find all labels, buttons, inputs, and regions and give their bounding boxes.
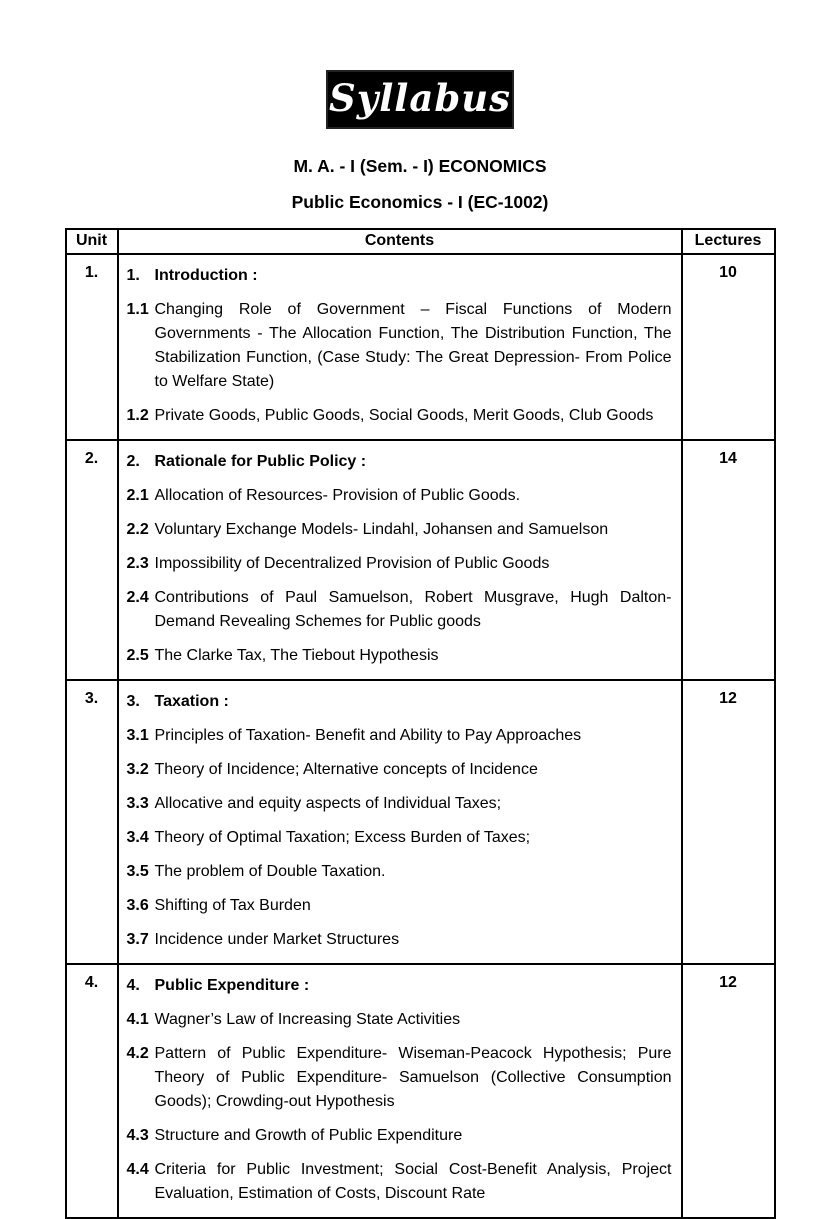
item-number: 3.1 xyxy=(126,727,149,744)
paper-title: Public Economics - I (EC-1002) xyxy=(291,192,549,212)
item-number: 4.1 xyxy=(126,1011,149,1028)
item-number: 3.7 xyxy=(126,931,149,948)
item-text: The Clarke Tax, The Tiebout Hypothesis xyxy=(154,647,439,664)
syllabus-item xyxy=(127,928,672,952)
item-number: 2.4 xyxy=(126,589,149,606)
unit-heading-text: Introduction : xyxy=(154,267,258,284)
syllabus-item xyxy=(127,758,672,782)
item-number: 2.3 xyxy=(126,555,149,572)
item-text: The problem of Double Taxation. xyxy=(154,863,386,880)
unit-heading xyxy=(127,690,672,714)
unit-heading-number: 1. xyxy=(126,267,140,284)
item-number: 2.5 xyxy=(126,647,149,664)
item-text: Allocative and equity aspects of Individual Taxes; xyxy=(154,795,502,812)
syllabus-item xyxy=(127,298,672,394)
table-header-row xyxy=(66,229,775,254)
table-row xyxy=(66,440,775,680)
item-text: Criteria for Public Investment; Social Cost-Benefit Analysis, Project Evaluation, Estimation of Costs, Discount Rate xyxy=(154,1161,672,1202)
item-number: 4.3 xyxy=(126,1127,149,1144)
syllabus-banner xyxy=(326,70,514,129)
item-text: Shifting of Tax Burden xyxy=(154,897,311,914)
unit-heading-number: 2. xyxy=(126,453,140,470)
syllabus-item xyxy=(127,1042,672,1114)
item-text: Changing Role of Government – Fiscal Functions of Modern Governments - The Allocation Function, The Distribution Function, The Stabilization Function, (Case Study: The Great Depression- From Police to Welfare State) xyxy=(154,301,672,390)
lectures-count: 14 xyxy=(682,440,775,680)
item-text: Theory of Incidence; Alternative concepts of Incidence xyxy=(154,761,538,778)
unit-contents xyxy=(118,254,682,440)
table-row xyxy=(66,254,775,440)
table-row xyxy=(66,680,775,964)
item-number: 4.4 xyxy=(126,1161,149,1178)
syllabus-item xyxy=(127,586,672,634)
course-title: M. A. - I (Sem. - I) ECONOMICS xyxy=(293,156,547,176)
syllabus-item xyxy=(127,724,672,748)
unit-number: 3. xyxy=(66,680,118,964)
item-number: 4.2 xyxy=(126,1045,149,1062)
header-contents: Contents xyxy=(118,229,682,254)
item-number: 3.4 xyxy=(126,829,149,846)
item-number: 3.5 xyxy=(126,863,149,880)
table-row xyxy=(66,964,775,1218)
syllabus-item xyxy=(127,826,672,850)
syllabus-table xyxy=(65,228,776,1219)
item-number: 2.2 xyxy=(126,521,149,538)
item-number: 1.1 xyxy=(126,301,149,318)
syllabus-item xyxy=(127,552,672,576)
syllabus-item xyxy=(127,860,672,884)
item-number: 2.1 xyxy=(126,487,149,504)
syllabus-item xyxy=(127,894,672,918)
item-text: Principles of Taxation- Benefit and Ability to Pay Approaches xyxy=(154,727,582,744)
item-text: Impossibility of Decentralized Provision of Public Goods xyxy=(154,555,550,572)
unit-contents xyxy=(118,964,682,1218)
syllabus-item xyxy=(127,1008,672,1032)
item-text: Incidence under Market Structures xyxy=(154,931,400,948)
unit-heading xyxy=(127,974,672,998)
item-text: Wagner’s Law of Increasing State Activities xyxy=(154,1011,461,1028)
syllabus-item xyxy=(127,792,672,816)
unit-contents xyxy=(118,440,682,680)
unit-heading xyxy=(127,264,672,288)
unit-number: 2. xyxy=(66,440,118,680)
item-text: Pattern of Public Expenditure- Wiseman-Peacock Hypothesis; Pure Theory of Public Expenditure- Samuelson (Collective Consumption Goods); Crowding-out Hypothesis xyxy=(154,1045,672,1110)
unit-heading-number: 3. xyxy=(126,693,140,710)
unit-heading-number: 4. xyxy=(126,977,140,994)
item-text: Theory of Optimal Taxation; Excess Burden of Taxes; xyxy=(154,829,531,846)
item-number: 3.2 xyxy=(126,761,149,778)
unit-number: 4. xyxy=(66,964,118,1218)
header-lectures: Lectures xyxy=(682,229,775,254)
unit-contents xyxy=(118,680,682,964)
unit-heading-text: Taxation : xyxy=(154,693,229,710)
item-number: 3.3 xyxy=(126,795,149,812)
item-text: Structure and Growth of Public Expenditure xyxy=(154,1127,463,1144)
unit-heading xyxy=(127,450,672,474)
item-text: Private Goods, Public Goods, Social Goods, Merit Goods, Club Goods xyxy=(154,407,654,424)
lectures-count: 12 xyxy=(682,964,775,1218)
syllabus-item xyxy=(127,1124,672,1148)
banner-title: Syllabus xyxy=(329,75,511,120)
unit-number: 1. xyxy=(66,254,118,440)
item-number: 3.6 xyxy=(126,897,149,914)
syllabus-item xyxy=(127,518,672,542)
item-text: Voluntary Exchange Models- Lindahl, Johansen and Samuelson xyxy=(154,521,609,538)
header-unit: Unit xyxy=(66,229,118,254)
lectures-count: 10 xyxy=(682,254,775,440)
unit-heading-text: Rationale for Public Policy : xyxy=(154,453,367,470)
unit-heading-text: Public Expenditure : xyxy=(154,977,310,994)
syllabus-item xyxy=(127,644,672,668)
syllabus-item xyxy=(127,1158,672,1206)
lectures-count: 12 xyxy=(682,680,775,964)
item-text: Contributions of Paul Samuelson, Robert Musgrave, Hugh Dalton- Demand Revealing Schemes for Public goods xyxy=(154,589,672,630)
item-text: Allocation of Resources- Provision of Public Goods. xyxy=(154,487,521,504)
item-number: 1.2 xyxy=(126,407,149,424)
syllabus-item xyxy=(127,484,672,508)
syllabus-item xyxy=(127,404,672,428)
